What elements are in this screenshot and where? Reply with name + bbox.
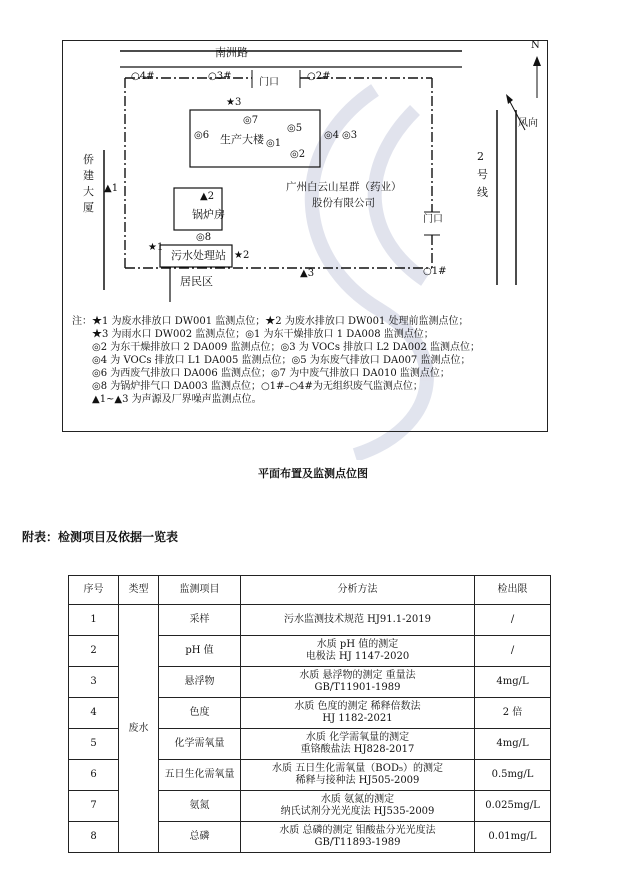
cell-item: 色度 (159, 698, 241, 729)
point-s1: ★1 (148, 242, 164, 253)
point-o4: ○4# (131, 71, 155, 82)
cell-item: 五日生化需氧量 (159, 760, 241, 791)
north-label: N (531, 40, 540, 51)
cell-no: 1 (69, 605, 119, 636)
legend-note-5: ◎6 为西废气排放口 DA006 监测点位；◎7 为中废气排放口 DA010 监测点位； (92, 368, 450, 379)
legend-note-1: 注：★1 为废水排放口 DW001 监测点位；★2 为废水排放口 DW001 处理前监测点位； (72, 316, 469, 327)
cell-limit: 4mg/L (475, 667, 551, 698)
point-d7: ◎7 (243, 115, 259, 126)
point-o1: ○1# (423, 266, 447, 277)
cell-method (241, 698, 475, 729)
cell-no: 6 (69, 760, 119, 791)
cell-method (241, 822, 475, 853)
point-t1: ▲1 (104, 183, 119, 194)
road-south-label: 南洲路 (215, 46, 248, 59)
method-line-2: 重铬酸盐法 HJ828-2017 (300, 744, 415, 755)
legend-note-3: ◎2 为东干燥排放口 2 DA009 监测点位；◎3 为 VOCs 排放口 L2 DA002 监测点位； (92, 342, 481, 353)
legend-note-4: ◎4 为 VOCs 排放口 L1 DA005 监测点位；◎5 为东废气排放口 DA007 监测点位； (92, 355, 471, 366)
col-header-method: 分析方法 (241, 576, 475, 605)
cell-limit: 0.5mg/L (475, 760, 551, 791)
method-line-2: 稀释与接种法 HJ505-2009 (295, 775, 420, 786)
cell-limit: 2 倍 (475, 698, 551, 729)
point-d8: ◎8 (196, 232, 212, 243)
cell-limit: 4mg/L (475, 729, 551, 760)
point-d3: ◎3 (342, 130, 358, 141)
gate-east-label: 门口 (423, 214, 443, 225)
cell-method (241, 760, 475, 791)
col-header-limit: 检出限 (475, 576, 551, 605)
cell-item: pH 值 (159, 636, 241, 667)
col-header-type: 类型 (119, 576, 159, 605)
method-line-1: 水质 氨氮的测定 (320, 794, 395, 805)
method-line-2: GB/T11901-1989 (314, 682, 401, 693)
table-row (69, 605, 551, 636)
cell-item: 氨氮 (159, 791, 241, 822)
cell-method (241, 605, 475, 636)
point-o2: ○2# (307, 71, 331, 82)
test-items-table (68, 575, 551, 853)
cell-limit: / (475, 636, 551, 667)
point-d6: ◎6 (194, 130, 210, 141)
point-t3: ▲3 (300, 268, 315, 279)
cell-limit: 0.01mg/L (475, 822, 551, 853)
point-t2: ▲2 (200, 191, 215, 202)
point-d1: ◎1 (266, 138, 282, 149)
legend-note-7: ▲1~▲3 为声源及厂界噪声监测点位。 (92, 394, 262, 405)
cell-type (119, 605, 159, 853)
method-line-1: 水质 五日生化需氧量（BOD₅）的测定 (272, 763, 443, 774)
cell-item: 采样 (159, 605, 241, 636)
point-s3: ★3 (226, 97, 242, 108)
company-name-line2: 股份有限公司 (312, 197, 375, 209)
cell-no: 5 (69, 729, 119, 760)
table-header-row (69, 576, 551, 605)
appendix-title: 附表：检测项目及依据一览表 (22, 530, 179, 544)
company-name-line1: 广州白云山星群（药业） (286, 181, 402, 193)
method-line-2: GB/T11893-1989 (314, 837, 401, 848)
cell-item: 总磷 (159, 822, 241, 853)
cell-no: 2 (69, 636, 119, 667)
cell-no: 8 (69, 822, 119, 853)
point-d4: ◎4 (324, 130, 340, 141)
method-line-1: 污水监测技术规范 HJ91.1-2019 (283, 614, 431, 625)
method-line-2: 电极法 HJ 1147-2020 (305, 651, 410, 662)
cell-limit: / (475, 605, 551, 636)
point-d5: ◎5 (287, 123, 303, 134)
method-line-1: 水质 色度的测定 稀释倍数法 (294, 701, 421, 712)
cell-method (241, 791, 475, 822)
cell-no: 3 (69, 667, 119, 698)
col-header-no: 序号 (69, 576, 119, 605)
cell-method (241, 729, 475, 760)
point-s2: ★2 (234, 250, 250, 261)
method-line-1: 水质 化学需氧量的测定 (305, 732, 410, 743)
legend-note-6: ◎8 为锅炉排气口 DA003 监测点位；○1#–○4#为无组织废气监测点位； (92, 381, 423, 392)
cell-no: 4 (69, 698, 119, 729)
legend-note-2: ★3 为雨水口 DW002 监测点位；◎1 为东干燥排放口 1 DA008 监测点位； (92, 329, 434, 340)
cell-item: 化学需氧量 (159, 729, 241, 760)
col-header-item: 监测项目 (159, 576, 241, 605)
road-west-label: 侨建大厦 (83, 153, 94, 214)
method-line-2: 纳氏试剂分光光度法 HJ535-2009 (280, 806, 435, 817)
type-label: 废水 (128, 722, 149, 734)
residential-label: 居民区 (180, 275, 213, 288)
point-d2: ◎2 (290, 149, 306, 160)
cell-method (241, 667, 475, 698)
building-boiler-label: 锅炉房 (192, 208, 225, 221)
cell-limit: 0.025mg/L (475, 791, 551, 822)
cell-method (241, 636, 475, 667)
method-line-2: HJ 1182-2021 (322, 713, 393, 724)
building-main-label: 生产大楼 (220, 133, 264, 146)
method-line-1: 水质 总磷的测定 钼酸盐分光光度法 (279, 825, 436, 836)
building-sewage-label: 污水处理站 (171, 249, 226, 262)
method-line-1: 水质 悬浮物的测定 重量法 (299, 670, 416, 681)
point-o3: ○3# (208, 71, 232, 82)
gate-north-label: 门口 (259, 77, 279, 88)
cell-no: 7 (69, 791, 119, 822)
wind-direction-label: 风向 (518, 118, 538, 129)
road-east-label: 2号线 (477, 150, 488, 199)
figure-caption: 平面布置及监测点位图 (258, 467, 368, 480)
cell-item: 悬浮物 (159, 667, 241, 698)
method-line-1: 水质 pH 值的测定 (316, 639, 399, 650)
